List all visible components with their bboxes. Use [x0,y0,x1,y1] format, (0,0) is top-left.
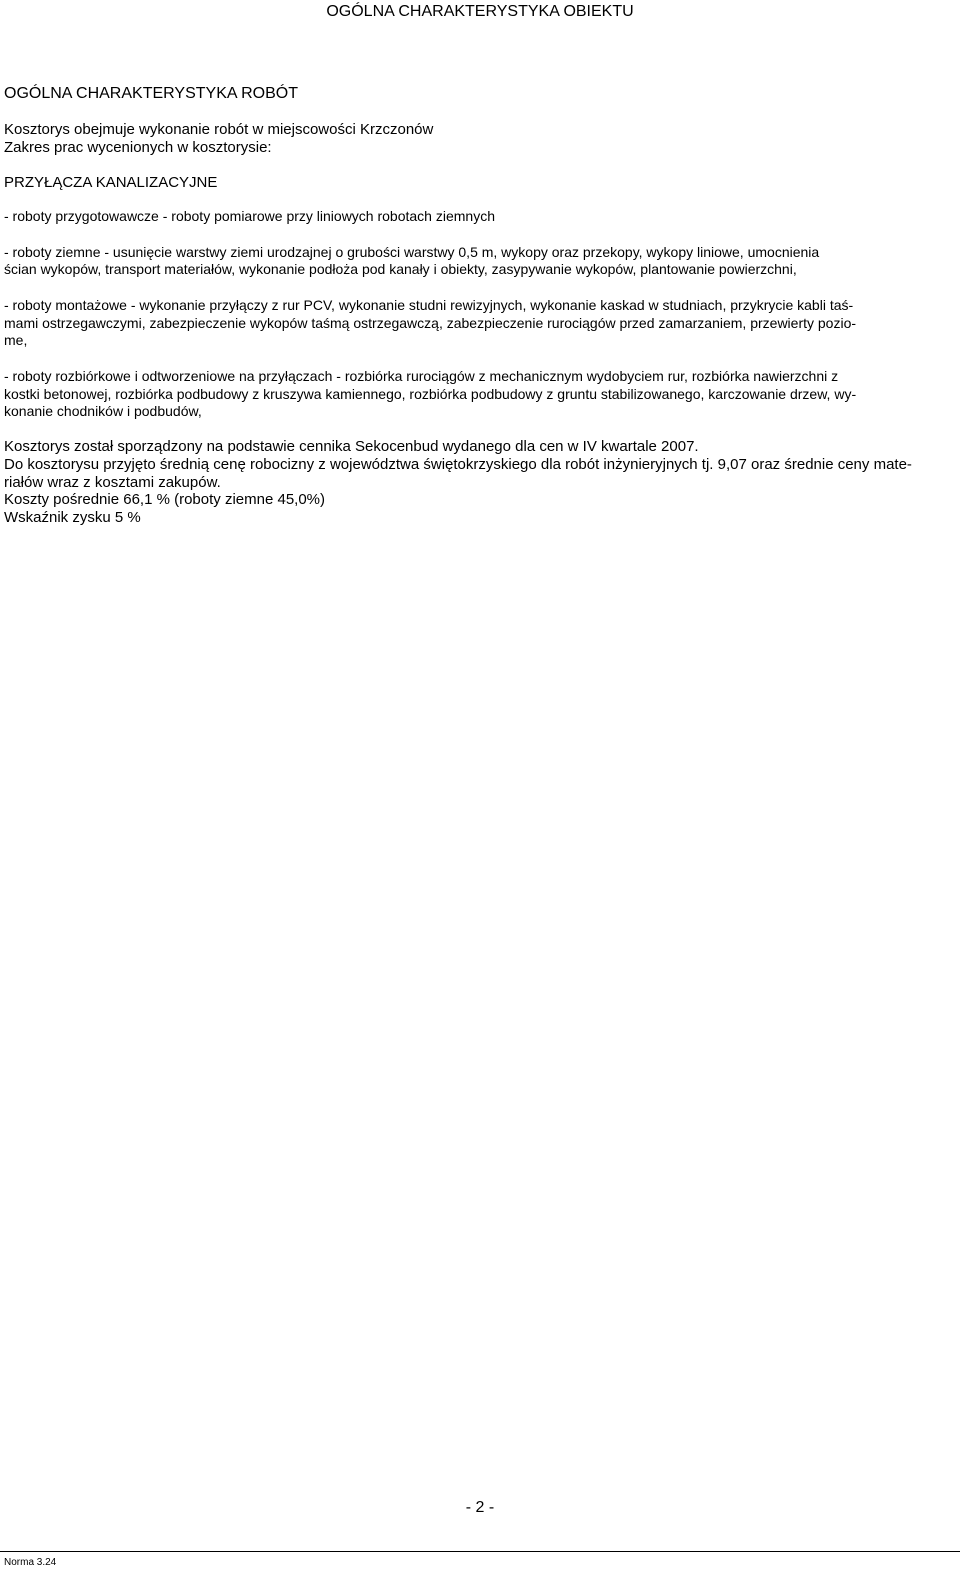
pricing-price-list: Kosztorys został sporządzony na podstawie cennika Sekocenbud wydanego dla cen w IV kwartale 2007. [4,438,699,455]
works-demolition-line-3: konanie chodników i podbudów, [4,403,202,419]
works-earthworks-line-1: - roboty ziemne - usunięcie warstwy ziemi urodzajnej o grubości warstwy 0,5 m, wykopy oraz przekopy, wykopy liniowe, umocnienia [4,244,820,260]
intro-line-location: Kosztorys obejmuje wykonanie robót w miejscowości Krzczonów [4,121,434,138]
page-number: - 2 - [465,1499,495,1516]
works-earthworks-line-2: ścian wykopów, transport materiałów, wykonanie podłoża pod kanały i obiekty, zasypywanie wykopów, plantowanie powierzchni, [4,261,797,277]
page-header-title: OGÓLNA CHARAKTERYSTYKA OBIEKTU [326,3,634,20]
pricing-labour-line-2: riałów wraz z kosztami zakupów. [4,474,221,491]
scope-heading: PRZYŁĄCZA KANALIZACYJNE [4,174,218,191]
section-title: OGÓLNA CHARAKTERYSTYKA ROBÓT [4,85,298,102]
intro-line-scope: Zakres prac wycenionych w kosztorysie: [4,139,272,156]
pricing-labour-line-1: Do kosztorysu przyjęto średnią cenę robocizny z województwa świętokrzyskiego dla robót inżynieryjnych tj. 9,07 oraz średnie ceny mate- [4,456,912,473]
works-assembly-line-3: me, [4,332,28,348]
works-preparatory-line-1: - roboty przygotowawcze - roboty pomiarowe przy liniowych robotach ziemnych [4,208,495,224]
pricing-profit-rate: Wskaźnik zysku 5 % [4,509,141,526]
works-demolition-line-2: kostki betonowej, rozbiórka podbudowy z kruszywa kamiennego, rozbiórka podbudowy z gruntu stabilizowanego, karczowanie drzew, wy- [4,386,857,402]
footer-divider [0,1551,960,1552]
works-assembly-line-2: mami ostrzegawczymi, zabezpieczenie wykopów taśmą ostrzegawczą, zabezpieczenie rurociągów przed zamarzaniem, przewierty pozio- [4,315,857,331]
works-assembly-line-1: - roboty montażowe - wykonanie przyłączy z rur PCV, wykonanie studni rewizyjnych, wykonanie kaskad w studniach, przykrycie kabli taś- [4,297,854,313]
pricing-indirect-costs: Koszty pośrednie 66,1 % (roboty ziemne 45,0%) [4,491,325,508]
footer-software-label: Norma 3.24 [4,1557,57,1568]
works-demolition-line-1: - roboty rozbiórkowe i odtworzeniowe na przyłączach - rozbiórka rurociągów z mechanicznym wydobyciem rur, rozbiórka nawierzchni z [4,368,839,384]
